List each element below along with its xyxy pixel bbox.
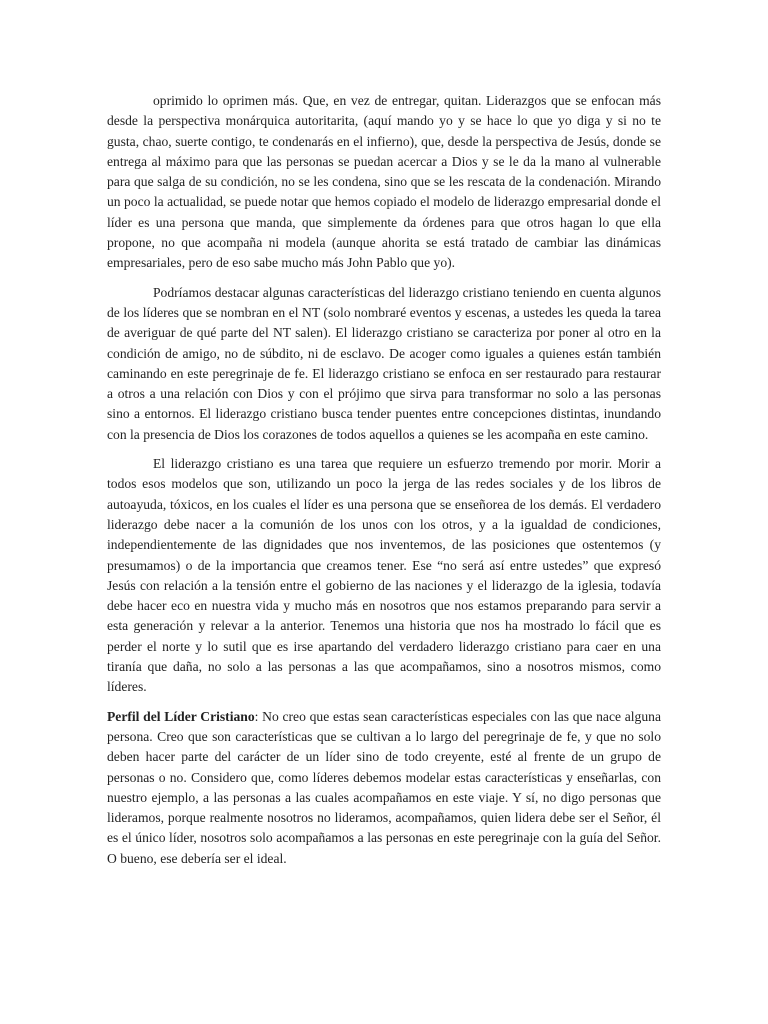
document-body [107, 91, 661, 878]
section-heading-perfil: Perfil del Líder Cristiano [107, 708, 255, 724]
paragraph-3: El liderazgo cristiano es una tarea que requiere un esfuerzo tremendo por morir. Morir a todos esos modelos que son, utilizando un poco la jerga de las redes sociales y de los libros de autoayuda, tóxicos, en los cuales el líder es una persona que se enseñorea de los demás. El verdadero liderazgo debe nacer a la comunión de los unos con los otros, y a la igualdad de condiciones, independientemente de las dignidades que nos inventemos, de las posiciones que ostentemos (y presumamos) o de la importancia que creamos tener. Ese “no será así entre ustedes” que expresó Jesús con relación a la tensión entre el gobierno de las naciones y el liderazgo de la iglesia, todavía debe hacer eco en nuestra vida y mucho más en nosotros que nos estamos preparando para servir a esta generación y relevar a la anterior. Tenemos una historia que nos ha mostrado lo fácil que es perder el norte y lo sutil que es irse apartando del verdadero liderazgo cristiano para caer en una tiranía que daña, no solo a las personas a las que acompañamos, sino a nosotros mismos, como líderes. [107, 456, 661, 695]
paragraph-4-text: : No creo que estas sean características especiales con las que nace alguna persona. Creo que son características que se cultivan a lo largo del peregrinaje de fe, y que no solo deben hacer parte del carácter de un líder sino de todo creyente, esté al frente de un grupo de personas o no. Considero que, como líderes debemos modelar estas características y enseñarlas, con nuestro ejemplo, a las personas a las cuales acompañamos en este viaje. Y sí, no digo personas que lideramos, porque realmente nosotros no lideramos, acompañamos, quien lidera debe ser el Señor, él es el único líder, nosotros solo acompañamos a las personas en este peregrinaje con la guía del Señor. O bueno, ese debería ser el ideal. [107, 708, 661, 866]
paragraph-1: oprimido lo oprimen más. Que, en vez de entregar, quitan. Liderazgos que se enfocan más desde la perspectiva monárquica autoritarita, (aquí mando yo y se hace lo que yo diga y si no te gusta, chao, suerte contigo, te condenarás en el infierno), que, desde la perspectiva de Jesús, donde se entrega al máximo para que las personas se puedan acercar a Dios y se le da la mano al vulnerable para que salga de su condición, no se les condena, sino que se les rescata de la condenación. Mirando un poco la actualidad, se puede notar que hemos copiado el modelo de liderazgo empresarial donde el líder es una persona que manda, que simplemente da órdenes para que otros hagan lo que ella propone, no que acompaña ni modela (aunque ahorita se está tratado de cambiar las dinámicas empresariales, pero de eso sabe mucho más John Pablo que yo). [107, 93, 661, 271]
paragraph-4 [107, 707, 661, 869]
paragraph-2: Podríamos destacar algunas características del liderazgo cristiano teniendo en cuenta algunos de los líderes que se nombran en el NT (solo nombraré eventos y escenas, a ustedes les queda la tarea de averiguar de qué parte del NT salen). El liderazgo cristiano se caracteriza por poner al otro en la condición de amigo, no de súbdito, ni de esclavo. De acoger como iguales a quienes están también caminando en este peregrinaje de fe. El liderazgo cristiano se enfoca en ser restaurado para restaurar a otros a una relación con Dios y con el prójimo que sirva para transformar no solo a las personas sino a entornos. El liderazgo cristiano busca tender puentes entre concepciones distintas, inundando con la presencia de Dios los corazones de todos aquellos a quienes se les acompaña en este camino. [107, 284, 661, 442]
